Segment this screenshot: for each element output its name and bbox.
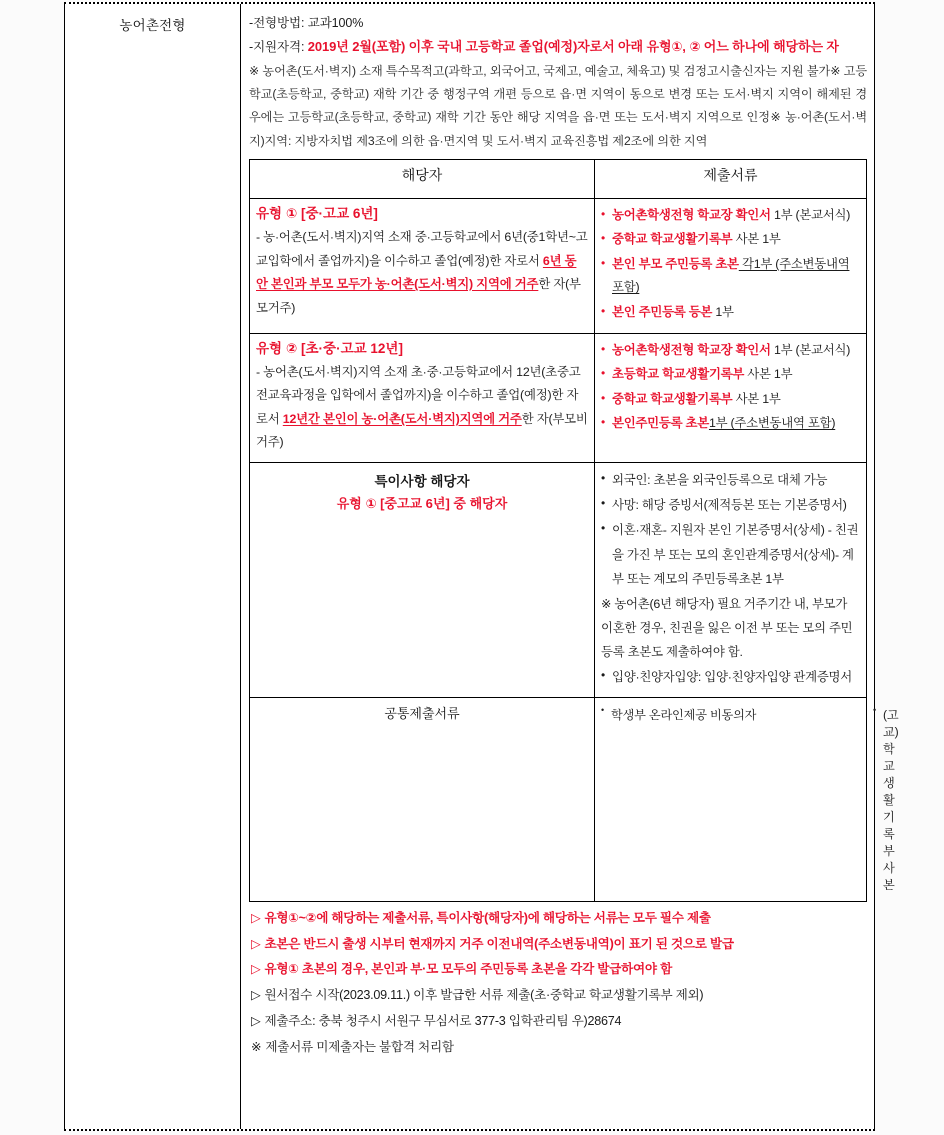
- admission-type-cell: [65, 4, 241, 1129]
- note-text: 유형① 초본의 경우, 본인과 부·모 모두의 주민등록 초본을 각각 발급하여야 함: [264, 962, 672, 977]
- note-marker: ※: [251, 1039, 262, 1054]
- list-item: [601, 204, 860, 228]
- list-item: • 이혼·재혼- 지원자 본인 기본증명서(상세) - 친권을 가진 부 또는 모의 혼인관계증명서(상세)- 계부 또는 계모의 주민등록초본 1부: [601, 518, 860, 591]
- note-text: 제출주소: 충북 청주시 서원구 무심서로 377-3 입학관리팀 우)28674: [264, 1013, 622, 1028]
- note-marker: ▷: [251, 988, 261, 1003]
- doc-qty: 1부 (본교서식): [770, 207, 851, 222]
- type2-heading: 유형 ② [초·중·고교 12년]: [256, 340, 403, 356]
- note-text: 유형①~②에 해당하는 제출서류, 특이사항(해당자)에 해당하는 서류는 모두 필수 제출: [264, 910, 711, 925]
- note-line: [251, 983, 867, 1009]
- special-cases-description-cell: [250, 463, 595, 698]
- requirements-table: [249, 159, 899, 902]
- type2-document-list: [601, 339, 860, 436]
- type1-body: [256, 226, 588, 320]
- list-item: [601, 228, 860, 252]
- doc-qty: 1부 (본교서식): [770, 342, 851, 357]
- table-row-special-cases: [250, 463, 867, 698]
- special-cases-subheading: 유형 ① [중고교 6년] 중 해당자: [336, 496, 508, 511]
- eligibility-footnotes: ※ 농어촌(도서·벽지) 소재 특수목적고(과학고, 외국어고, 국제고, 예술고, 체육고) 및 검정고시출신자는 지원 불가※ 고등학교(초등학교, 중학교) 재학 기간 중 행정구역 개편 등으로 읍·면 지역이 동으로 변경 또는 도서·벽지 지역이 해제된 경우에는 고등학교(초등학교, 중학교) 재학 기간 동안 해당 지역을 읍·면 또는 도서·벽지 지역으로 인정※ 농·어촌(도서·벽지)지역: 지방자치법 제3조에 의한 읍·면지역 및 도서·벽지 교육진흥법 제2조에 의한 지역: [249, 64, 867, 148]
- note-marker: ▷: [251, 910, 261, 925]
- doc-name: 중학교 학교생활기록부: [612, 391, 733, 406]
- doc-name: 농어촌학생전형 학교장 확인서: [612, 342, 771, 357]
- note-marker: ▷: [251, 1013, 261, 1028]
- table-row-common-documents: [250, 697, 867, 901]
- doc-name: 중학교 학교생활기록부: [612, 232, 733, 247]
- note-text: 원서접수 시작(2023.09.11.) 이후 발급한 서류 제출(초·중학교 학교생활기록부 제외): [264, 988, 704, 1003]
- bottom-notes: [249, 906, 867, 1061]
- selection-method-value: 교과100%: [307, 16, 364, 30]
- common-documents-label: 공통제출서류: [250, 697, 595, 901]
- type2-body: [256, 361, 588, 455]
- admission-type-label: 농어촌전형: [119, 18, 186, 33]
- special-cases-last-document-list: [601, 665, 860, 689]
- doc-name: 본인 부모 주민등록 초본: [612, 256, 739, 271]
- list-item: [601, 388, 860, 412]
- note-line: [251, 906, 867, 932]
- selection-method-lead: -전형방법:: [249, 16, 308, 30]
- note-line: [251, 957, 867, 983]
- header-documents: 제출서류: [595, 159, 867, 198]
- doc-name: 초등학교 학교생활기록부: [612, 367, 745, 382]
- doc-qty: 사본 1부: [732, 232, 781, 247]
- doc-qty: 사본 1부: [744, 367, 793, 382]
- selection-method-line: [249, 12, 867, 34]
- doc-qty: 사본 1부: [732, 391, 781, 406]
- type2-body-part1: - 농어촌(도서·벽지)지역 소재 초·중·고등학교에서 12년(초중고 전교육과정을 입학에서 졸업까지)을 이수하고 졸업(예정)한 자로서: [256, 364, 581, 426]
- type1-body-emphasis: 6년 동안 본인과 부모 모두가 농·어촌(도서·벽지) 지역에 거주: [256, 253, 577, 292]
- doc-name: 본인 주민등록 등본: [612, 304, 713, 319]
- requirements-table-header-row: [250, 159, 867, 198]
- admission-detail-cell: [241, 4, 899, 1129]
- eligibility-lead: -지원자격:: [249, 40, 308, 55]
- header-applicant: 해당자: [250, 159, 595, 198]
- list-item: [601, 339, 860, 363]
- note-marker: ▷: [251, 936, 261, 951]
- list-item: • 입양·친양자입양: 입양·친양자입양 관계증명서: [601, 665, 860, 689]
- type2-description-cell: [250, 333, 595, 463]
- doc-qty: 1부 (주소변동내역 포함): [708, 416, 836, 431]
- type1-document-list: [601, 204, 860, 325]
- type1-documents-cell: [595, 198, 867, 333]
- doc-qty: 1부: [712, 304, 734, 319]
- type1-body-part2: 한 자(부모거주): [256, 277, 581, 315]
- type2-body-emphasis: 12년간 본인이 농·어촌(도서·벽지)지역에 거주: [282, 411, 522, 426]
- type1-description-cell: [250, 198, 595, 333]
- note-line: [251, 1009, 867, 1035]
- special-cases-heading: 특이사항 해당자: [374, 474, 470, 489]
- table-row-type2: [250, 333, 867, 463]
- list-item: [601, 253, 860, 300]
- type2-documents-cell: [595, 333, 867, 463]
- admission-outer-table: [64, 2, 899, 1131]
- note-marker: ▷: [251, 962, 261, 977]
- doc-name: 농어촌학생전형 학교장 확인서: [612, 207, 771, 222]
- doc-qty: 각1부 (주소변동내역 포함): [612, 256, 850, 295]
- common-documents-col2: • (고교) 학교생활기록부 사본: [873, 706, 883, 893]
- type2-body-part2: 한 자(부모비거주): [256, 411, 588, 450]
- note-text: 초본은 반드시 출생 시부터 현재까지 거주 이전내역(주소변동내역)이 표기 된 것으로 발급: [264, 936, 734, 951]
- note-line: [251, 932, 867, 958]
- eligibility-text: 2019년 2월(포함) 이후 국내 고등학교 졸업(예정)자로서 아래 유형①, ② 어느 하나에 해당하는 자: [307, 39, 839, 55]
- special-cases-documents-cell: [595, 463, 867, 698]
- list-item: [601, 301, 860, 325]
- list-item: [601, 412, 860, 436]
- doc-name: 본인주민등록 초본: [612, 416, 709, 431]
- special-cases-document-list: [601, 468, 860, 591]
- note-line: [251, 1035, 867, 1061]
- common-documents-col1: • 학생부 온라인제공 비동의자: [601, 706, 860, 723]
- eligibility-line: [249, 35, 867, 59]
- type1-heading: 유형 ① [중·고교 6년]: [256, 205, 378, 221]
- list-item: • 사망: 해당 증빙서(제적등본 또는 기본증명서): [601, 493, 860, 517]
- list-item: [601, 363, 860, 387]
- table-row-type1: [250, 198, 867, 333]
- type1-body-part1: - 농·어촌(도서·벽지)지역 소재 중·고등학교에서 6년(중1학년~고교입학에서 졸업까지)을 이수하고 졸업(예정)한 자로서: [256, 229, 588, 268]
- list-item: • 외국인: 초본을 외국인등록으로 대체 가능: [601, 468, 860, 492]
- special-cases-extra-note: ※ 농어촌(6년 해당자) 필요 거주기간 내, 부모가 이혼한 경우, 친권을 잃은 이전 부 또는 모의 주민등록 초본도 제출하여야 함.: [601, 596, 853, 660]
- common-documents-col1-cell: [595, 697, 867, 901]
- note-text: 제출서류 미제출자는 불합격 처리함: [265, 1039, 454, 1054]
